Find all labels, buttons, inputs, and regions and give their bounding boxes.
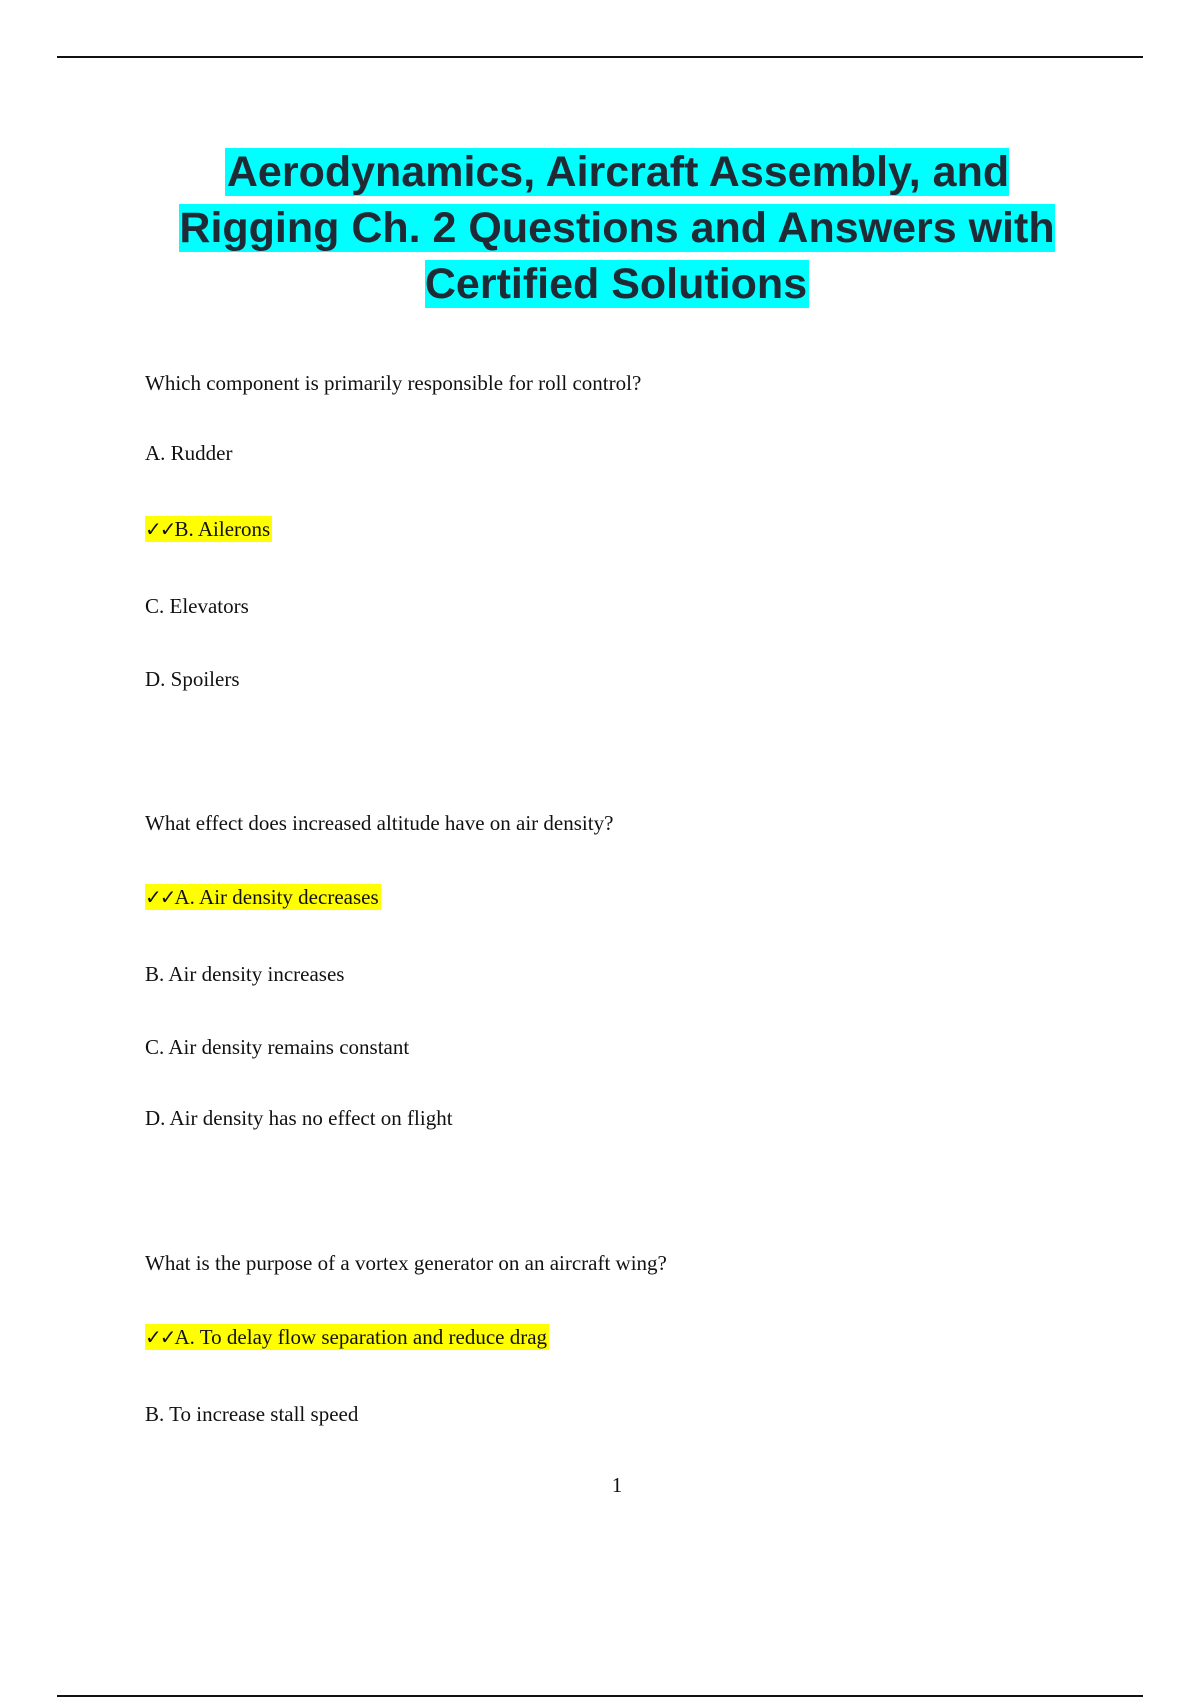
question-3-option-a-correct — [145, 1322, 549, 1352]
question-2-option-c: C. Air density remains constant — [145, 1035, 410, 1059]
question-1-option-a: A. Rudder — [145, 441, 233, 465]
document-title — [150, 144, 1084, 312]
question-1-option-b-correct — [145, 514, 272, 544]
question-1-option-c: C. Elevators — [145, 594, 249, 618]
question-1-text: Which component is primarily responsible for roll control? — [145, 371, 642, 395]
correct-answer-highlight — [145, 516, 272, 542]
question-3-text: What is the purpose of a vortex generator on an aircraft wing? — [145, 1251, 667, 1275]
option-label: A. To delay flow separation and reduce drag — [174, 1325, 548, 1349]
correct-answer-highlight — [145, 1324, 549, 1350]
check-mark-icon: ✓✓ — [145, 517, 175, 541]
option-label: B. Ailerons — [174, 517, 271, 541]
footer-rule — [57, 1695, 1143, 1697]
question-2-option-b: B. Air density increases — [145, 962, 345, 986]
header-rule — [57, 56, 1143, 58]
question-1-option-d: D. Spoilers — [145, 667, 240, 691]
option-label: A. Air density decreases — [174, 885, 379, 909]
check-mark-icon: ✓✓ — [145, 885, 175, 909]
question-2-option-a-correct — [145, 882, 381, 912]
question-3-option-b: B. To increase stall speed — [145, 1402, 359, 1426]
check-mark-icon: ✓✓ — [145, 1325, 175, 1349]
question-2-option-d: D. Air density has no effect on flight — [145, 1106, 453, 1130]
page-number: 1 — [611, 1473, 623, 1497]
correct-answer-highlight — [145, 884, 381, 910]
document-title-text: Aerodynamics, Aircraft Assembly, and Rigging Ch. 2 Questions and Answers with Certified Solutions — [179, 148, 1055, 308]
question-2-text: What effect does increased altitude have on air density? — [145, 811, 614, 835]
